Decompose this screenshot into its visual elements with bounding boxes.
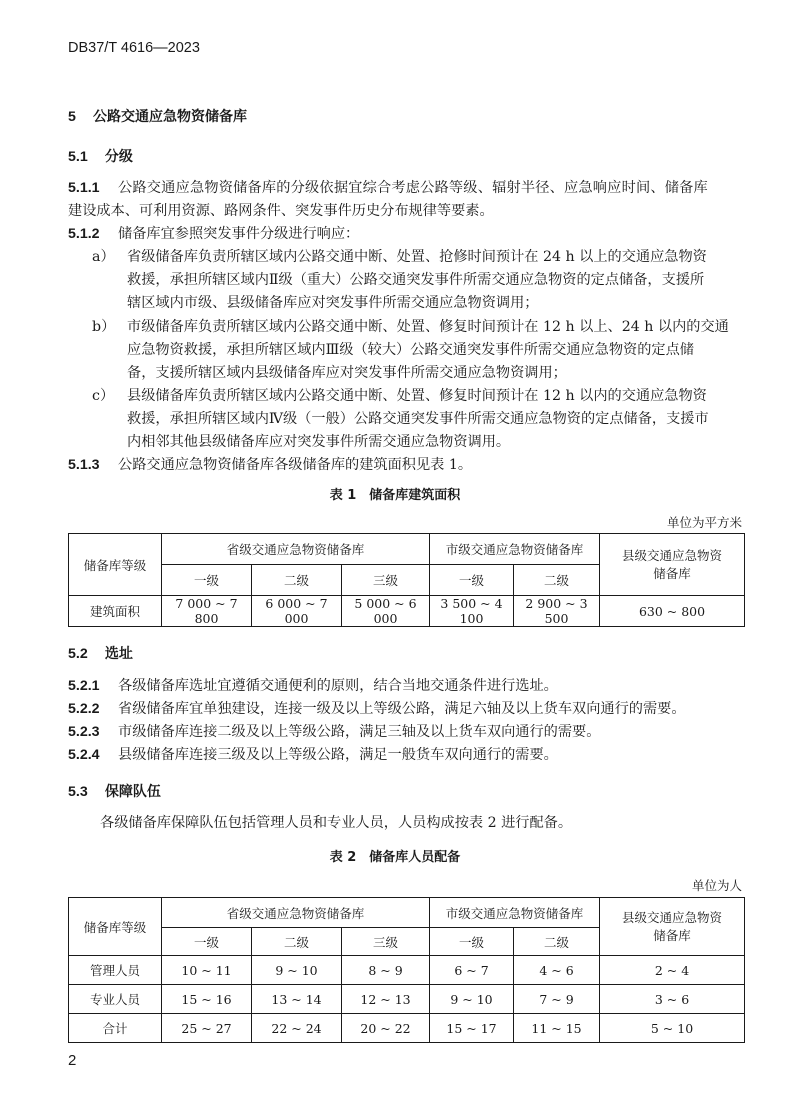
list-item-line: 县级储备库负责所辖区域内公路交通中断、处置、修复时间预计在 12 h 以内的交通应急物资 xyxy=(127,388,707,404)
clause-number: 5.2.4 xyxy=(68,747,100,763)
table-cell: 7 ~ 9 xyxy=(514,985,600,1014)
paragraph-line: 各级储备库保障队伍包括管理人员和专业人员，人员构成按表 2 进行配备。 xyxy=(100,815,573,831)
row-header-cell: 储备库等级 xyxy=(69,898,162,956)
table-2-caption: 表 2 储备库人员配备 xyxy=(329,850,461,865)
document-code: DB37/T 4616—2023 xyxy=(68,40,200,56)
subsection-5-3-heading xyxy=(68,781,161,801)
list-item-line: 应急物资救援，承担所辖区域内Ⅲ级（较大）公路交通突发事件所需交通应急物资的定点储 xyxy=(127,342,694,358)
paragraph-line: 省级储备库宜单独建设，连接一级及以上等级公路，满足六轴及以上货车双向通行的需要。 xyxy=(118,701,686,717)
list-item-line: 市级储备库负责所辖区域内公路交通中断、处置、修复时间预计在 12 h 以上、24 h 以内的交通 xyxy=(127,319,729,335)
table-row xyxy=(69,985,745,1014)
table-cell: 5 ~ 10 xyxy=(600,1014,745,1043)
clause-number: 5.1.2 xyxy=(68,226,100,242)
table-cell: 2 ~ 4 xyxy=(600,956,745,985)
group-header-county xyxy=(600,898,745,956)
table-1-caption: 表 1 储备库建筑面积 xyxy=(329,488,461,503)
paragraph-line: 公路交通应急物资储备库的分级依据宜综合考虑公路等级、辐射半径、应急响应时间、储备库 xyxy=(118,180,708,196)
subsection-number: 5.2 xyxy=(68,646,88,662)
row-header-cell: 储备库等级 xyxy=(69,534,162,596)
group-header-city: 市级交通应急物资储备库 xyxy=(430,898,600,928)
list-item-line: 辖区域内市级、县级储备库应对突发事件所需交通应急物资调用； xyxy=(127,295,539,311)
level-header: 二级 xyxy=(252,928,342,956)
row-label: 合计 xyxy=(69,1014,162,1043)
list-item-line: 内相邻其他县级储备库应对突发事件所需交通应急物资调用。 xyxy=(127,434,511,450)
section-title: 公路交通应急物资储备库 xyxy=(92,109,247,125)
list-item-line: 省级储备库负责所辖区域内公路交通中断、处置、抢修时间预计在 24 h 以上的交通应急物资 xyxy=(127,249,707,265)
table-cell: 12 ~ 13 xyxy=(342,985,430,1014)
level-header: 一级 xyxy=(162,928,252,956)
section-5-heading xyxy=(68,106,247,126)
level-header: 一级 xyxy=(162,565,252,596)
subsection-number: 5.1 xyxy=(68,149,88,165)
paragraph-line: 公路交通应急物资储备库各级储备库的建筑面积见表 1。 xyxy=(118,457,473,473)
table-2-unit: 单位为人 xyxy=(691,878,742,893)
table-cell: 3 500 ~ 4 100 xyxy=(430,596,514,627)
table-cell: 22 ~ 24 xyxy=(252,1014,342,1043)
table-cell: 9 ~ 10 xyxy=(430,985,514,1014)
county-header-text: 县级交通应急物资储备库 xyxy=(622,547,723,581)
level-header: 二级 xyxy=(514,928,600,956)
table-cell: 6 ~ 7 xyxy=(430,956,514,985)
table-cell: 20 ~ 22 xyxy=(342,1014,430,1043)
level-header: 三级 xyxy=(342,565,430,596)
table-cell: 13 ~ 14 xyxy=(252,985,342,1014)
table-cell: 15 ~ 16 xyxy=(162,985,252,1014)
clause-number: 5.1.1 xyxy=(68,180,100,196)
list-marker: c） xyxy=(92,388,115,404)
list-marker: b） xyxy=(92,319,116,335)
level-header: 一级 xyxy=(430,928,514,956)
level-header: 二级 xyxy=(252,565,342,596)
clause-number: 5.2.2 xyxy=(68,701,100,717)
subsection-title: 选址 xyxy=(104,646,133,662)
table-row xyxy=(69,956,745,985)
table-cell: 25 ~ 27 xyxy=(162,1014,252,1043)
table-cell: 2 900 ~ 3 500 xyxy=(514,596,600,627)
level-header: 一级 xyxy=(430,565,514,596)
subsection-5-2-heading xyxy=(68,643,133,663)
level-header: 二级 xyxy=(514,565,600,596)
list-item-line: 备，支援所辖区域内县级储备库应对突发事件所需交通应急物资调用； xyxy=(127,365,567,381)
subsection-title: 保障队伍 xyxy=(104,784,161,800)
subsection-5-1-heading xyxy=(68,146,133,166)
table-cell: 9 ~ 10 xyxy=(252,956,342,985)
table-cell: 7 000 ~ 7 800 xyxy=(162,596,252,627)
table-row xyxy=(69,1014,745,1043)
level-header: 三级 xyxy=(342,928,430,956)
table-1 xyxy=(68,533,745,627)
table-row xyxy=(69,596,745,627)
table-cell: 8 ~ 9 xyxy=(342,956,430,985)
list-item-line: 救援，承担所辖区域内Ⅳ级（一般）公路交通突发事件所需交通应急物资的定点储备，支援市 xyxy=(127,411,709,427)
group-header-provincial: 省级交通应急物资储备库 xyxy=(162,898,430,928)
subsection-title: 分级 xyxy=(104,149,133,165)
paragraph-line: 建设成本、可利用资源、路网条件、突发事件历史分布规律等要素。 xyxy=(68,203,494,219)
paragraph-line: 县级储备库连接三级及以上等级公路，满足一般货车双向通行的需要。 xyxy=(118,747,558,763)
clause-number: 5.2.3 xyxy=(68,724,100,740)
table-cell: 11 ~ 15 xyxy=(514,1014,600,1043)
group-header-county xyxy=(600,534,745,596)
table-cell: 10 ~ 11 xyxy=(162,956,252,985)
group-header-provincial: 省级交通应急物资储备库 xyxy=(162,534,430,565)
table-cell: 630 ~ 800 xyxy=(600,596,745,627)
list-marker: a） xyxy=(92,249,115,265)
list-item-line: 救援，承担所辖区域内Ⅱ级（重大）公路交通突发事件所需交通应急物资的定点储备，支援所 xyxy=(127,272,705,288)
paragraph-line: 各级储备库选址宜遵循交通便利的原则，结合当地交通条件进行选址。 xyxy=(118,678,558,694)
row-label: 管理人员 xyxy=(69,956,162,985)
table-2 xyxy=(68,897,745,1043)
table-cell: 4 ~ 6 xyxy=(514,956,600,985)
clause-number: 5.2.1 xyxy=(68,678,100,694)
county-header-text: 县级交通应急物资储备库 xyxy=(622,909,723,943)
group-header-city: 市级交通应急物资储备库 xyxy=(430,534,600,565)
paragraph-line: 市级储备库连接二级及以上等级公路，满足三轴及以上货车双向通行的需要。 xyxy=(118,724,601,740)
table-1-unit: 单位为平方米 xyxy=(666,515,742,530)
section-number: 5 xyxy=(68,109,76,125)
page-number: 2 xyxy=(68,1052,77,1069)
row-label: 建筑面积 xyxy=(69,596,162,627)
clause-number: 5.1.3 xyxy=(68,457,100,473)
table-cell: 15 ~ 17 xyxy=(430,1014,514,1043)
table-cell: 3 ~ 6 xyxy=(600,985,745,1014)
table-cell: 6 000 ~ 7 000 xyxy=(252,596,342,627)
row-label: 专业人员 xyxy=(69,985,162,1014)
table-cell: 5 000 ~ 6 000 xyxy=(342,596,430,627)
subsection-number: 5.3 xyxy=(68,784,88,800)
paragraph-line: 储备库宜参照突发事件分级进行响应： xyxy=(118,226,360,242)
